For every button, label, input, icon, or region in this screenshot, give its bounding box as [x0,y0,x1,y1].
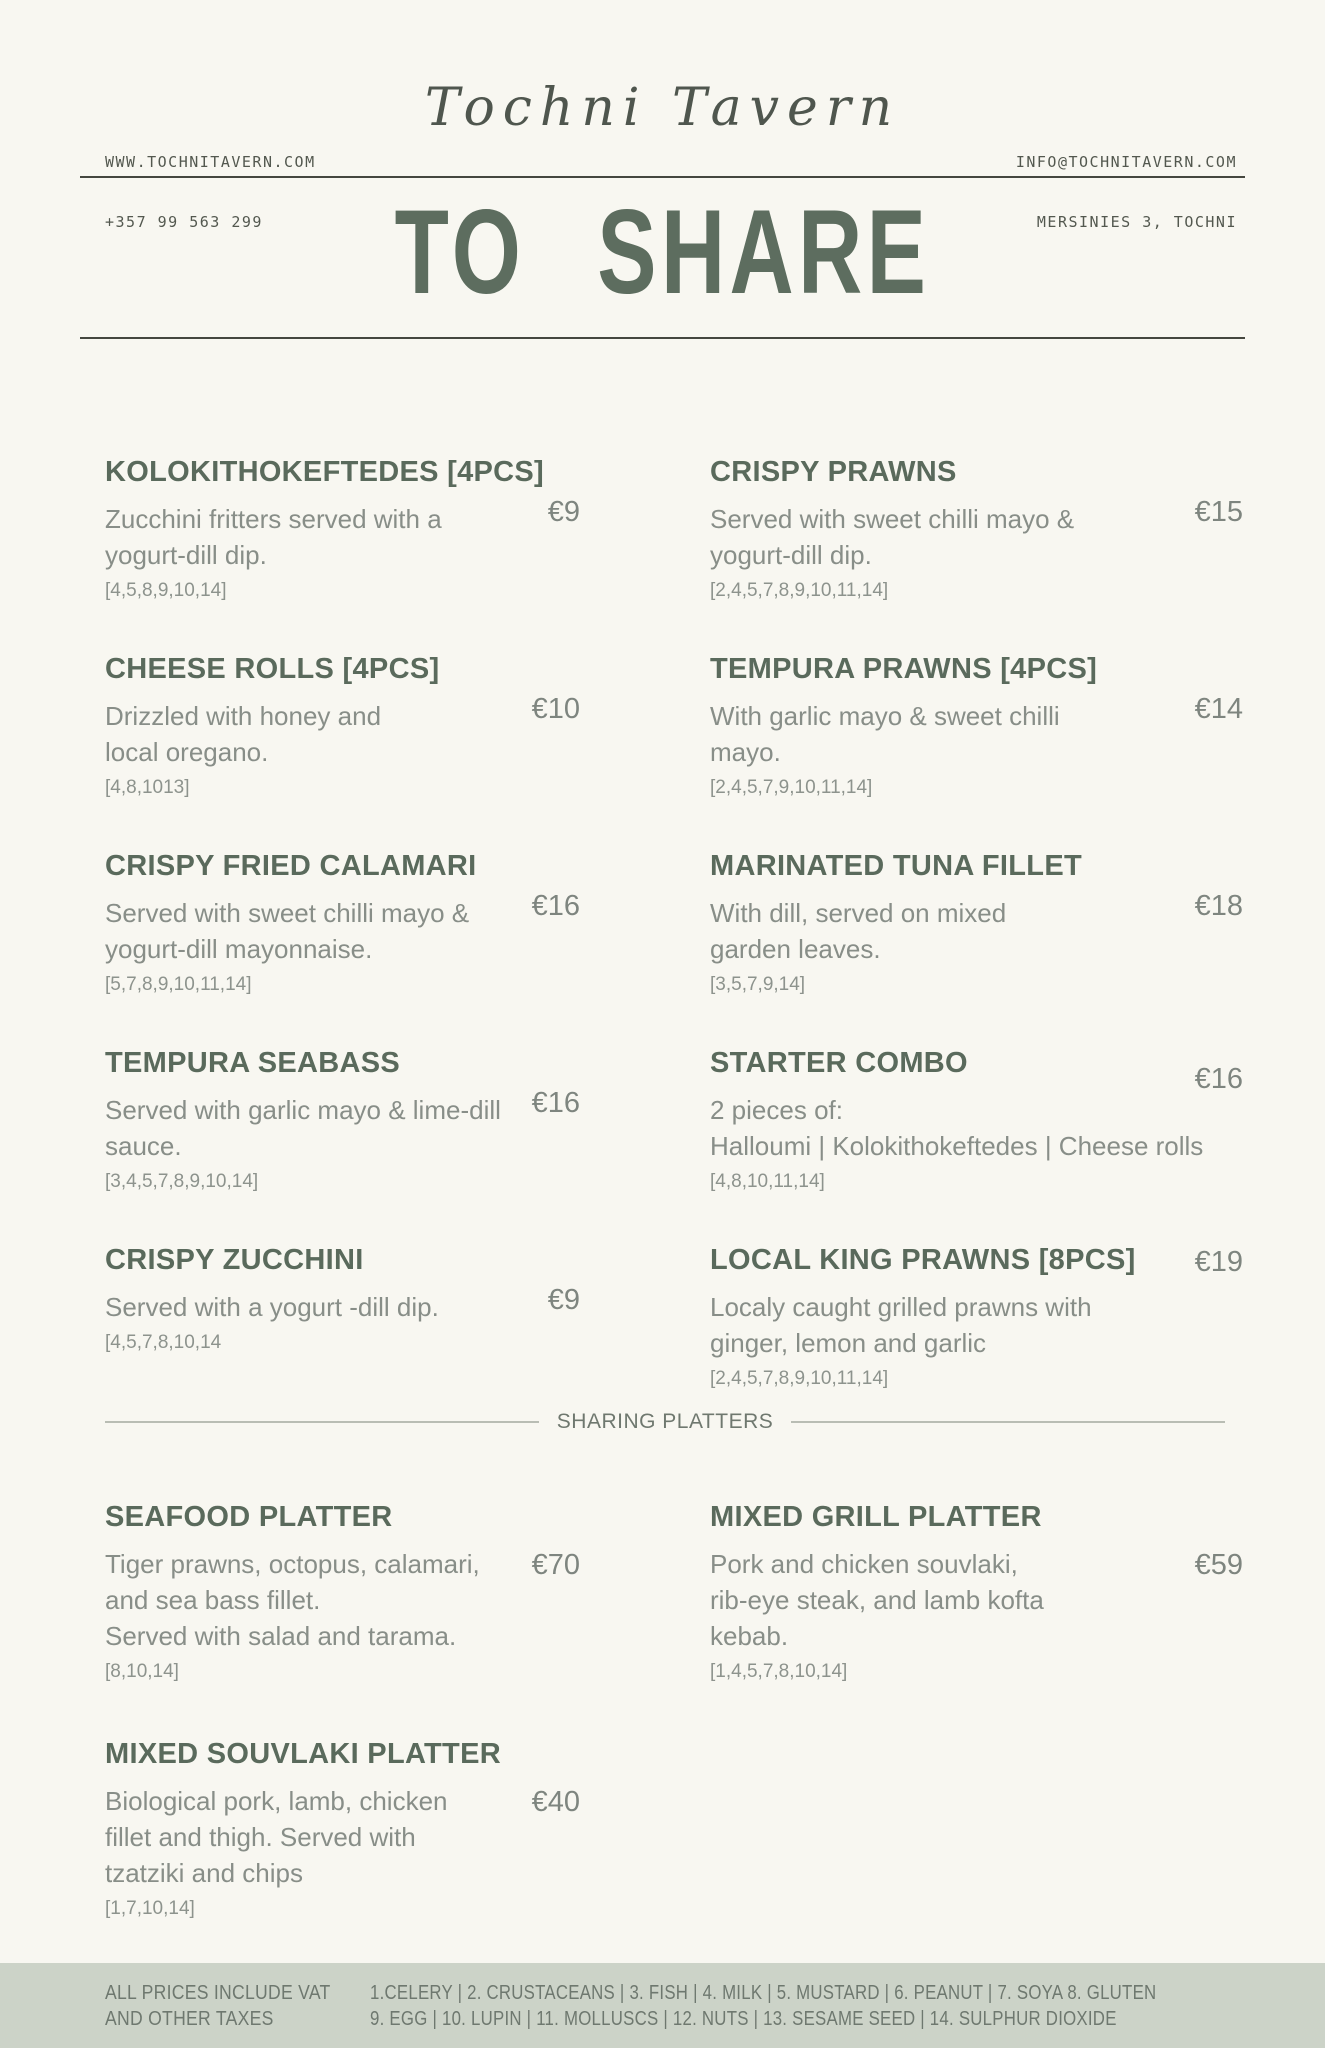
menu-item-mixed-grill-platter [710,1497,1243,1684]
item-allergens: [4,8,10,11,14] [710,1171,825,1192]
menu-item-crispy-zucchini [105,1240,580,1355]
item-allergens: [2,4,5,7,8,9,10,11,14] [710,1368,889,1389]
menu-item-starter-combo [710,1043,1243,1194]
vat-line-1: ALL PRICES INCLUDE VAT [105,1982,331,2004]
menu-item-kolokithokeftedes [105,452,580,603]
item-title: CHEESE ROLLS [4PCS] [105,653,440,685]
item-title: TEMPURA PRAWNS [4PCS] [710,653,1098,685]
item-description: Served with a yogurt -dill dip. [105,1292,439,1322]
item-description: Pork and chicken souvlaki, rib-eye steak, and lamb kofta kebab. [710,1549,1044,1651]
item-allergens: [3,5,7,9,14] [710,974,806,995]
menu-item-seafood-platter [105,1497,580,1684]
item-title: CRISPY FRIED CALAMARI [105,850,477,882]
item-allergens: [8,10,14] [105,1661,179,1682]
item-allergens: [4,5,8,9,10,14] [105,580,227,601]
item-title: KOLOKITHOKEFTEDES [4PCS] [105,456,544,488]
item-description: Tiger prawns, octopus, calamari, and sea bass fillet. Served with salad and tarama. [105,1549,480,1651]
menu-item-local-king-prawns [710,1240,1243,1391]
page-title: TO SHARE [394,185,931,319]
sharing-platters-label: SHARING PLATTERS [556,1410,774,1433]
item-title: MARINATED TUNA FILLET [710,850,1082,882]
allergen-legend [370,1980,1156,2032]
divider-line-right [791,1421,1225,1423]
header-divider [80,176,1245,178]
item-title: CRISPY ZUCCHINI [105,1244,364,1276]
menu-item-marinated-tuna-fillet [710,846,1243,997]
item-allergens: [1,7,10,14] [105,1898,195,1919]
item-price: €16 [531,1087,580,1119]
item-price: €10 [531,693,580,725]
item-price: €9 [547,1284,580,1316]
menu-item-tempura-prawns [710,649,1243,800]
starters-right-column [710,452,1243,1437]
item-price: €16 [1194,1063,1243,1095]
item-description: 2 pieces of: Halloumi | Kolokithokeftedes | Cheese rolls [710,1095,1204,1161]
menu-item-crispy-fried-calamari [105,846,580,997]
menu-item-tempura-seabass [105,1043,580,1194]
item-allergens: [3,4,5,7,8,9,10,14] [105,1171,259,1192]
item-price: €40 [531,1786,580,1818]
item-allergens: [2,4,5,7,8,9,10,11,14] [710,580,889,601]
vat-notice [105,1980,331,2032]
vat-line-2: AND OTHER TAXES [105,2008,274,2030]
item-price: €19 [1194,1246,1243,1278]
item-title: CRISPY PRAWNS [710,456,957,488]
item-description: Localy caught grilled prawns with ginger, lemon and garlic [710,1292,1092,1358]
item-price: €16 [531,890,580,922]
item-price: €14 [1194,693,1243,725]
menu-item-crispy-prawns [710,452,1243,603]
starters-section [105,452,1243,1437]
sharing-platters-divider [105,1410,1225,1434]
phone-text: +357 99 563 299 [105,213,263,231]
item-allergens: [5,7,8,9,10,11,14] [105,974,252,995]
platters-left-column [105,1497,580,1971]
item-description: Drizzled with honey and local oregano. [105,701,382,767]
starters-left-column [105,452,580,1437]
restaurant-logo: Tochni Tavern [424,78,901,138]
item-description: Served with sweet chilli mayo & yogurt-dill dip. [710,504,1075,570]
platters-section [105,1497,1243,1971]
email-text: INFO@TOCHNITAVERN.COM [1015,153,1237,171]
item-price: €9 [547,496,580,528]
item-allergens: [4,5,7,8,10,14 [105,1332,222,1353]
website-text: WWW.TOCHNITAVERN.COM [105,153,316,171]
item-price: €59 [1194,1549,1243,1581]
menu-item-cheese-rolls [105,649,580,800]
divider-line-left [105,1421,539,1423]
item-price: €18 [1194,890,1243,922]
item-title: SEAFOOD PLATTER [105,1501,393,1533]
legend-line-2: 9. EGG | 10. LUPIN | 11. MOLLUSCS | 12. NUTS | 13. SESAME SEED | 14. SULPHUR DIOXIDE [370,2008,1117,2030]
item-price: €70 [531,1549,580,1581]
menu-item-mixed-souvlaki-platter [105,1734,580,1921]
item-description: Served with sweet chilli mayo & yogurt-dill mayonnaise. [105,898,470,964]
item-title: MIXED GRILL PLATTER [710,1501,1042,1533]
item-description: With dill, served on mixed garden leaves. [710,898,1007,964]
item-price: €15 [1194,496,1243,528]
item-title: LOCAL KING PRAWNS [8PCS] [710,1244,1136,1276]
item-description: Zucchini fritters served with a yogurt-dill dip. [105,504,442,570]
item-description: With garlic mayo & sweet chilli mayo. [710,701,1060,767]
platters-right-column [710,1497,1243,1971]
item-description: Served with garlic mayo & lime-dill sauce. [105,1095,501,1161]
address-text: MERSINIES 3, TOCHNI [1036,213,1237,231]
footer-band [0,1963,1325,2048]
item-allergens: [2,4,5,7,9,10,11,14] [710,777,873,798]
item-title: TEMPURA SEABASS [105,1047,401,1079]
legend-line-1: 1.CELERY | 2. CRUSTACEANS | 3. FISH | 4. MILK | 5. MUSTARD | 6. PEANUT | 7. SOYA 8. GLUTEN [370,1982,1157,2004]
item-title: STARTER COMBO [710,1047,968,1079]
item-allergens: [1,4,5,7,8,10,14] [710,1661,848,1682]
item-title: MIXED SOUVLAKI PLATTER [105,1738,501,1770]
item-description: Biological pork, lamb, chicken fillet and thigh. Served with tzatziki and chips [105,1786,448,1888]
item-allergens: [4,8,1013] [105,777,190,798]
title-divider [80,337,1245,339]
